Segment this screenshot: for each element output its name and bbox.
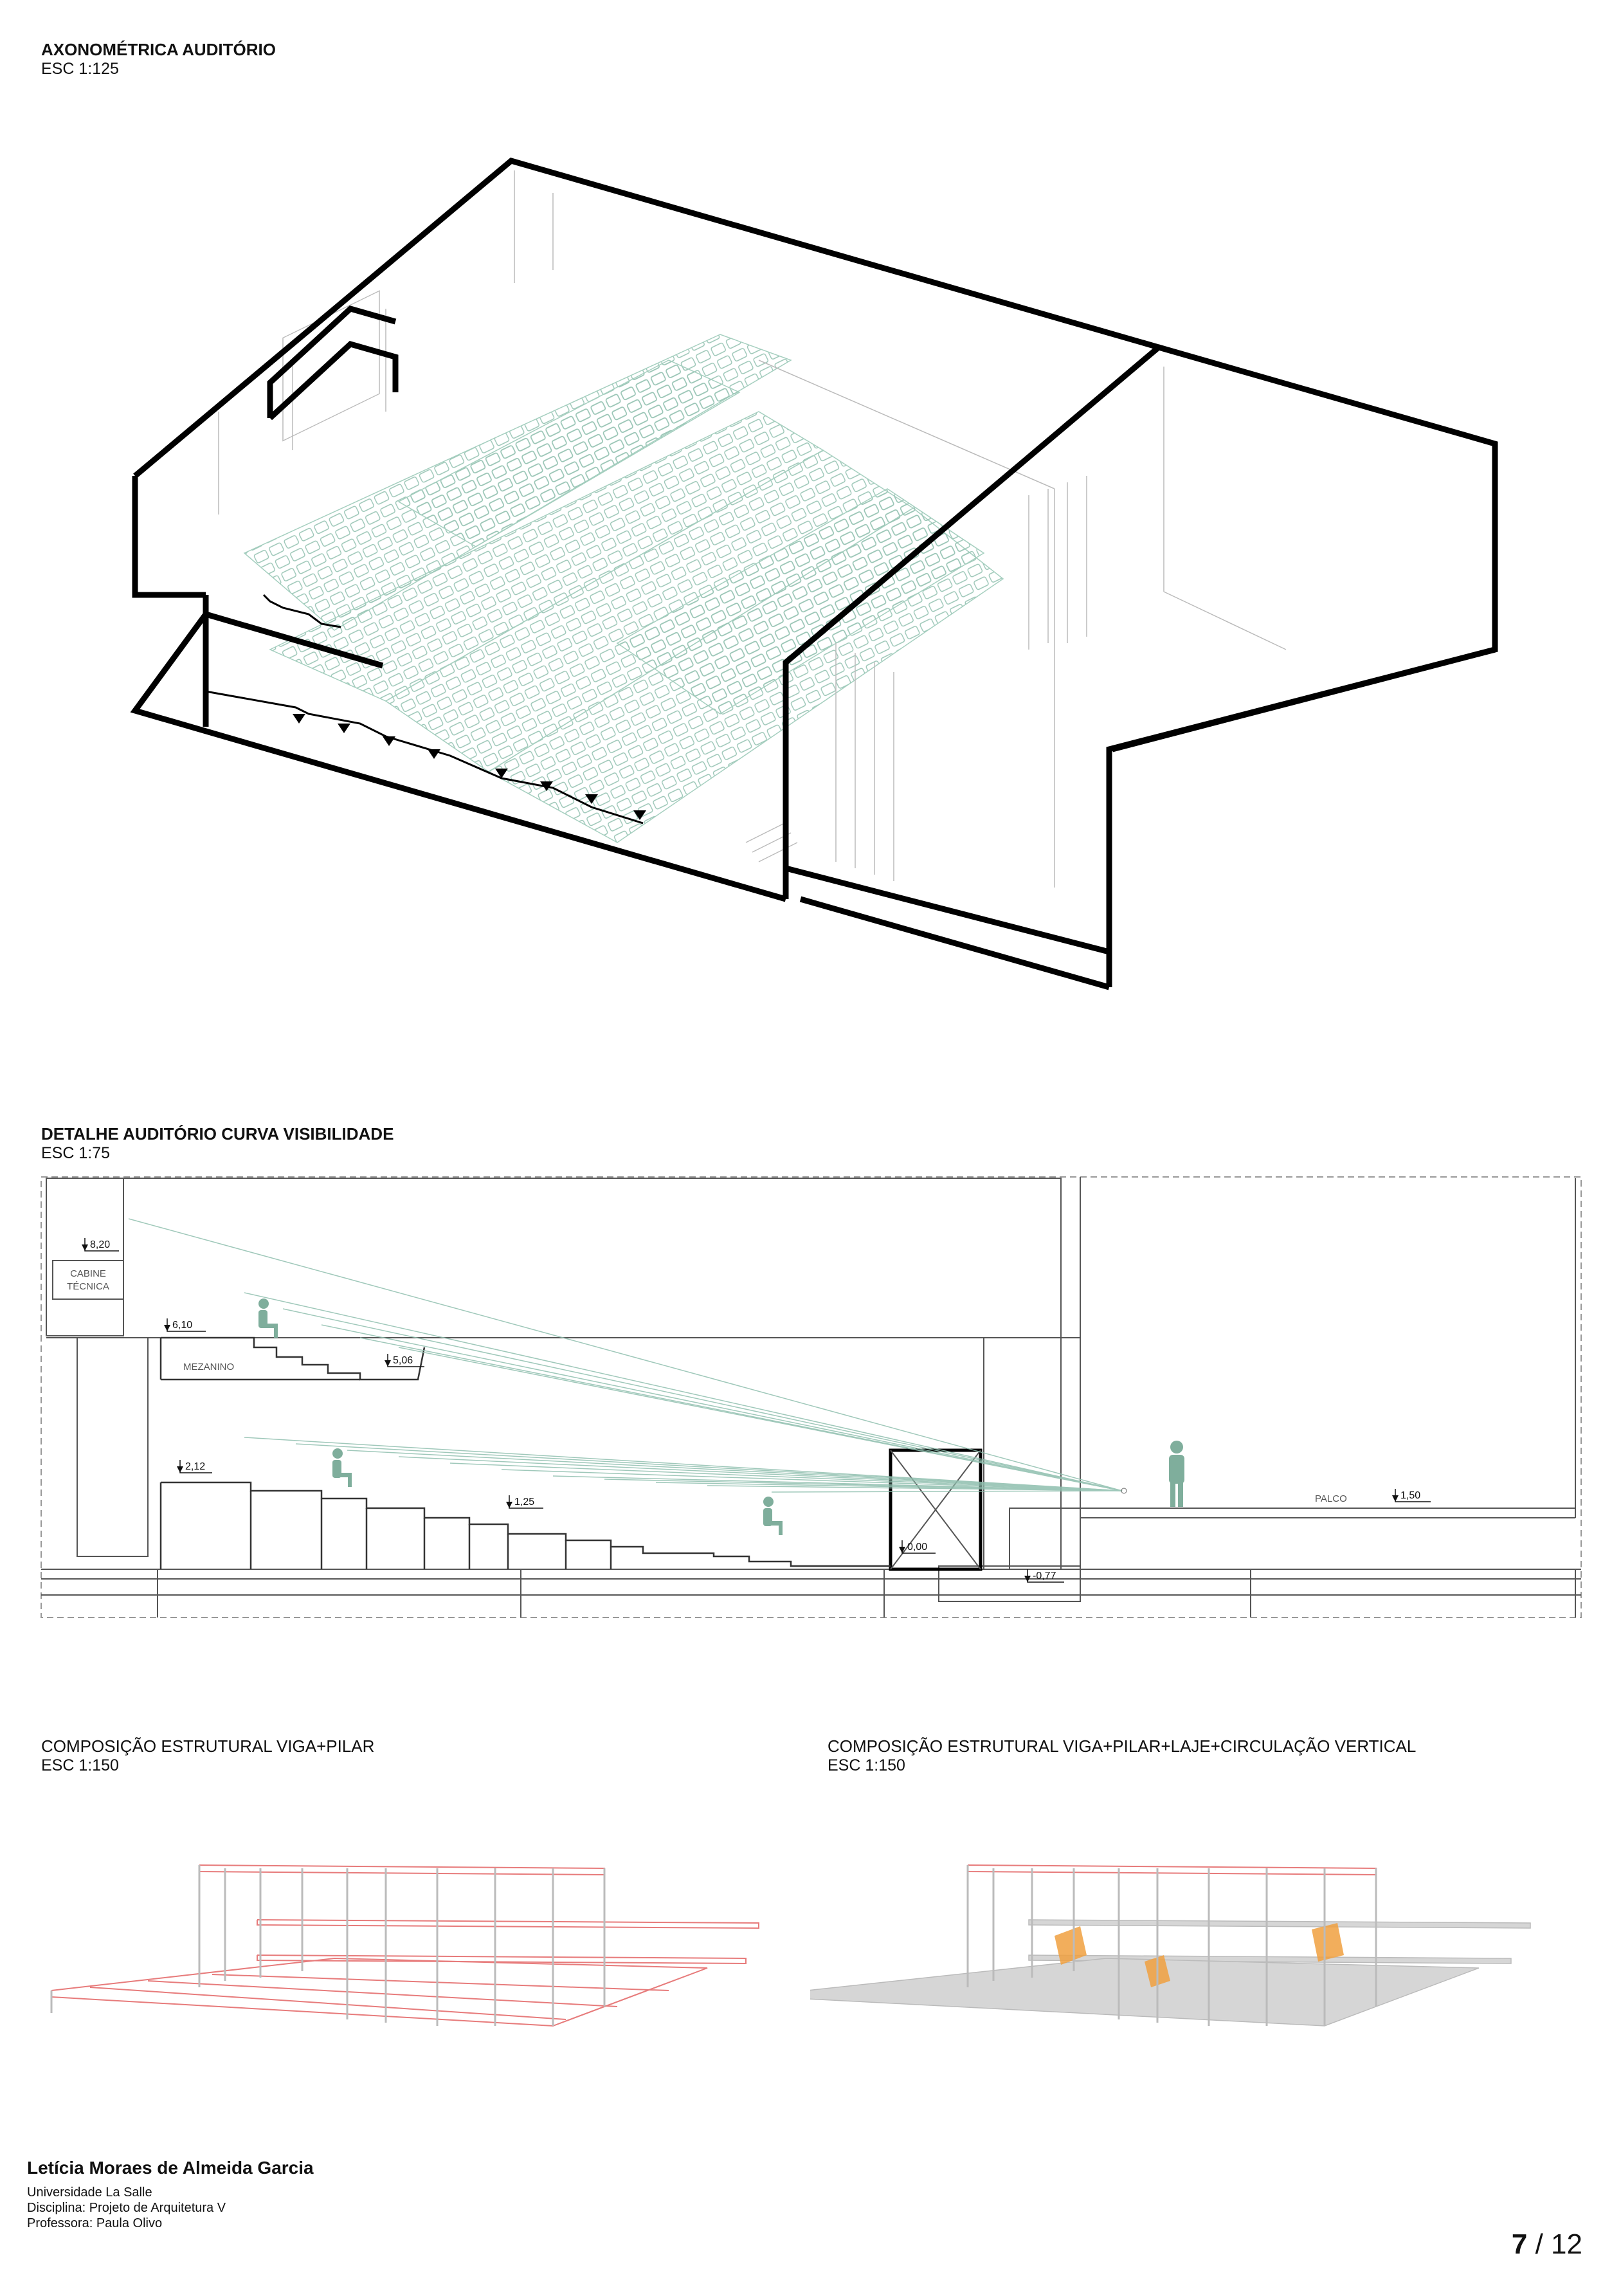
focus-point (1121, 1488, 1127, 1493)
visibility-title: DETALHE AUDITÓRIO CURVA VISIBILIDADE (41, 1124, 394, 1143)
structure-full-drawing (810, 1839, 1621, 2045)
level-markers (82, 1238, 1431, 1582)
svg-text:8,20: 8,20 (90, 1239, 111, 1250)
visibility-scale: ESC 1:75 (41, 1144, 111, 1162)
professor: Professora: Paula Olivo (27, 2216, 163, 2230)
person-plateia-lower (763, 1497, 783, 1535)
axonometric-title-block (41, 40, 276, 78)
axonometric-drawing (0, 148, 1621, 1035)
person-mezzanine (258, 1298, 278, 1338)
structure-beam-pillar-scale: ESC 1:150 (41, 1756, 119, 1774)
seat-blocks (244, 334, 1003, 843)
visibility-section-drawing (0, 1171, 1621, 1634)
level-pit (1024, 1569, 1064, 1582)
course: Disciplina: Projeto de Arquitetura V (27, 2201, 226, 2215)
page-total: 12 (1551, 2228, 1582, 2260)
svg-text:2,12: 2,12 (185, 1461, 206, 1472)
university: Universidade La Salle (27, 2185, 152, 2200)
svg-text:5,06: 5,06 (393, 1355, 413, 1366)
structure-beam-pillar-drawing (0, 1839, 810, 2045)
level-stage (1392, 1489, 1431, 1502)
structure-beam-pillar-title: COMPOSIÇÃO ESTRUTURAL VIGA+PILAR (41, 1736, 375, 1756)
axonometric-scale: ESC 1:125 (41, 60, 119, 78)
level-mezanino-front (385, 1354, 424, 1367)
level-mezanino-top (164, 1318, 206, 1331)
level-cabine (82, 1238, 119, 1251)
structure-full-scale: ESC 1:150 (828, 1756, 905, 1774)
axonometric-title: AXONOMÉTRICA AUDITÓRIO (41, 40, 276, 59)
slabs (810, 1920, 1530, 2026)
author-name: Letícia Moraes de Almeida Garcia (27, 2158, 314, 2178)
svg-text:6,10: 6,10 (172, 1320, 193, 1331)
mezzanine-steps (161, 1338, 424, 1380)
svg-text:-0,77: -0,77 (1033, 1571, 1056, 1581)
mezanino-label: MEZANINO (183, 1362, 235, 1372)
level-plateia-mid (506, 1495, 543, 1508)
page-current: 7 (1511, 2228, 1528, 2260)
page-separator: / (1527, 2228, 1552, 2260)
person-plateia-upper (332, 1448, 352, 1487)
cabine-label-1: CABINE (70, 1268, 106, 1279)
structure-beam-pillar-title-block (41, 1736, 374, 1775)
author-block (27, 2158, 314, 2231)
beams-red (968, 1865, 1376, 1875)
svg-text:0,00: 0,00 (907, 1542, 928, 1553)
structure-full-title: COMPOSIÇÃO ESTRUTURAL VIGA+PILAR+LAJE+CIRCULAÇÃO VERTICAL (828, 1736, 1417, 1756)
page-number (1512, 2228, 1582, 2261)
section-structure (41, 1177, 1581, 1617)
person-stage (1169, 1441, 1184, 1507)
level-plateia-top (177, 1460, 212, 1473)
cabine-label-2: TÉCNICA (67, 1281, 109, 1292)
svg-text:1,50: 1,50 (1400, 1490, 1421, 1501)
section-boundary (41, 1177, 1581, 1617)
svg-text:1,25: 1,25 (514, 1497, 535, 1508)
visibility-title-block (41, 1124, 394, 1163)
beams-red (51, 1865, 759, 2026)
structure-full-title-block (828, 1736, 1416, 1775)
palco-label: PALCO (1315, 1493, 1347, 1504)
